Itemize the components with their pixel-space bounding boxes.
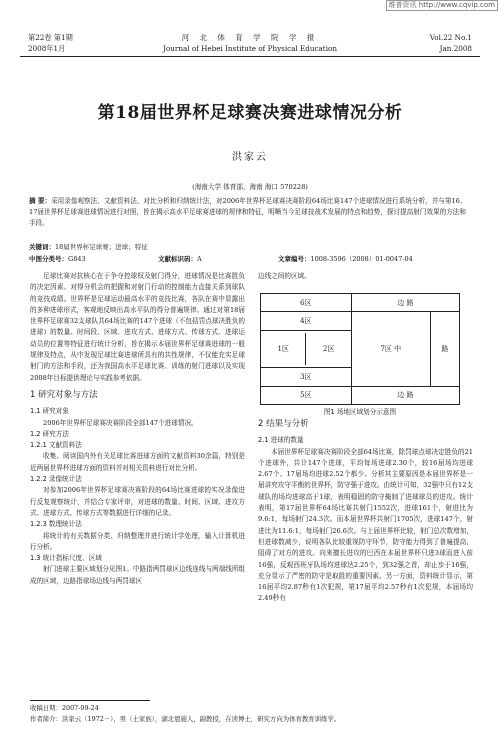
article-number-value: 1008-3596（2008）01-0047-04 (310, 255, 413, 263)
field-zone-diagram (260, 293, 460, 405)
side-lane-top: 边 路 (351, 294, 459, 312)
clc-label: 中图分类号： (29, 255, 68, 263)
page-title: 第18届世界杯足球赛决赛进球情况分析 (97, 103, 403, 123)
section-1-2-3-text: 将统计的有关数据分类、归纳整理并进行统计学处理，输入计算机进行分析。 (30, 531, 245, 551)
volume-en: Vol.22 No.1 (429, 33, 472, 42)
zone-6: 6区 (261, 294, 352, 312)
intro-paragraph: 足球比赛对抗核心在于争夺控球权及射门得分，进球情况是比赛胜负的决定因素。对得分机会的把握和对射门行动的控制能力直接关系到球队的竞技成绩。世界杯是足球运动最高水平的竞技比赛，各队在赛中显露出的多种进球形式，客观地反映出高水平队的得分普遍规律。通过对第18届世界杯足球赛32支球队共64场比赛的147个进球（不包括罚点球决胜负的进球）的数量、时间段、区域、进攻方式、进球方式、传球方式、进球运动员的位置等特征进行统计分析，旨在揭示本届世界杯足球赛进球的一般规律及特点，从中发现足球比赛进球所具有的共性规律，不仅能充实足球射门的方法和手段，还为我国高水平足球比赛、训练的射门进球以及实现2008年目标提供理论与实践参考依据。 (30, 272, 245, 382)
right-column-body (258, 419, 473, 605)
author-name: 洪家云 (232, 152, 268, 163)
section-2-1-heading: 2.1 进球的数量 (258, 436, 304, 445)
journal-name-en: Journal of Hebei Institute of Physical Education (163, 44, 337, 53)
section-1-1-text: 2006年世界杯足球赛决赛阶段全部147个进球情况。 (43, 418, 198, 427)
zone-2: 2区 (322, 344, 335, 353)
article-number (278, 254, 413, 263)
header-rule (20, 56, 480, 57)
left-column (30, 271, 245, 587)
document-code (158, 254, 202, 263)
article-number-label: 文章编号： (278, 255, 311, 263)
affiliation: (海南大学 体育部，海南 海口 570228) (192, 183, 308, 191)
central-road: 路 (430, 312, 459, 386)
footnote-rule (30, 700, 150, 701)
doc-code-value: A (197, 255, 202, 263)
doc-code-label: 文献标识码： (158, 255, 197, 263)
side-lane-bottom: 边 路 (351, 386, 459, 404)
keywords (29, 242, 148, 251)
zone-7: 7区 (380, 344, 392, 353)
volume-cn: 第22卷 第1期 (28, 33, 73, 42)
journal-name-cn: 河 北 体 育 学 院 学 报 (181, 33, 319, 42)
received-date: 收稿日期：2007-09-24 (30, 704, 99, 712)
clc-value: G843 (68, 255, 86, 263)
zones-1-2 (261, 330, 352, 368)
section-1-1-heading: 1.1 研究对象 (30, 407, 69, 416)
author-bio: 作者简介：洪家云（1972－），男（土家族），湖北恩施人，副教授，在读博士，研究方向为体育教育训练学。 (30, 715, 341, 723)
abstract (29, 196, 472, 228)
abstract-text: 采用录像观察法、文献资料法、对比分析和归纳统计法，对2006年世界杯足球赛决赛阶段64场比赛147个进球情况进行系统分析，并与第16、17届世界杯足球赛进球情况进行对照，旨在揭示高水平足球赛进球的规律和特征，明晰当今足球技战术发展的特点和趋势，探讨提高射门效果的方法和手段。 (29, 197, 467, 227)
section-1-3-heading: 1.3 统计指标尺度、区域 (30, 554, 102, 563)
section-2-1-text: 本届世界杯足球赛决赛阶段全部64场比赛，除罚球点球决定胜负的21个进球外，共计147个进球，平均每场进球2.30个，较16届场均进球2.67个、17届场均进球2.52个都少。分析其主要原因是本届世界杯是一届讲究攻守平衡的世界杯，防守强于进攻。由统计可知，32强中只有12支球队的场均进球高于1球，表明稳固的防守掩制了进球球员的进攻。统计表明，第17届世界杯64场比赛共射门1552次，进球161个，射进比为9.6:1，每场射门24.3次。而本届世界杯共射门1705次，进球147个，射进比为11.6:1，每场射门26.6次。与上届世界杯比较，射门总次数增加，但进球数减少，说明各队比较重视防守环节，防守能力得到了普遍提高，阻碍了对方的进攻。向来擅长进攻的巴西在本届世界杯只进3球而进入前16强，反观西班牙队场均进球达2.25个，到32强之首，却止步于16强，充分显示了严密的防守是取胜的重要因素。另一方面，资料统计显示，第16届平均2.87秒有1次犯规，第17届平均2.57秒有1次犯规，本届场均2.49秒有 (258, 447, 473, 603)
zone-7-central (351, 312, 430, 386)
section-1-2-1-text: 收集、阅读国内外有关足球比赛进球方面的文献资料30余篇，特别是近两届世界杯进球方面的资料并对相关资料进行对比分析。 (30, 452, 245, 472)
section-1-2-1-heading: 1.2.1 文献资料法 (30, 441, 82, 450)
section-1-2-2-heading: 1.2.2 录像统计法 (30, 475, 82, 484)
section-1-2-heading: 1.2 研究方法 (30, 429, 69, 438)
figure-caption: 图1 场地区域划分示意图 (323, 408, 397, 416)
zone-5: 5区 (261, 386, 352, 404)
section-1-2-3-heading: 1.2.3 数理统计法 (30, 520, 82, 529)
abstract-label: 摘 要： (29, 197, 52, 205)
zone-1: 1区 (261, 333, 306, 365)
section-1-2-2-text: 对参加2006年世界杯足球赛决赛阶段的64场比赛进球的实况录像进行反复观察统计，并结合专家评审，对进球的数量、时间、区域、进攻方式、进球方式、传球方式等数据进行详细的记录。 (30, 486, 245, 517)
zone-4: 4区 (261, 312, 352, 330)
zone-3: 3区 (261, 368, 352, 386)
right-column-top (258, 271, 473, 282)
section-1-3-text: 射门进球主要区域划分见图1。中路指两罚球区边线连线与两端线所组成的区域，边路指球场边线与两罚球区 (30, 565, 246, 585)
right-column-continuation: 边线之间的区域。 (258, 272, 311, 280)
clc-number (29, 254, 86, 263)
date-cn: 2008年1月 (28, 44, 66, 53)
section-1-heading: 1 研究对象与方法 (30, 389, 98, 400)
central-label: 中 (394, 344, 402, 353)
section-2-heading: 2 结果与分析 (258, 419, 309, 429)
watermark: 维普资讯 http://www.cqvip.com (386, 0, 498, 11)
keywords-text: 18届世界杯足球赛；进球；特征 (55, 243, 148, 251)
date-en: Jan.2008 (439, 44, 472, 53)
keywords-label: 关键词： (29, 243, 55, 251)
